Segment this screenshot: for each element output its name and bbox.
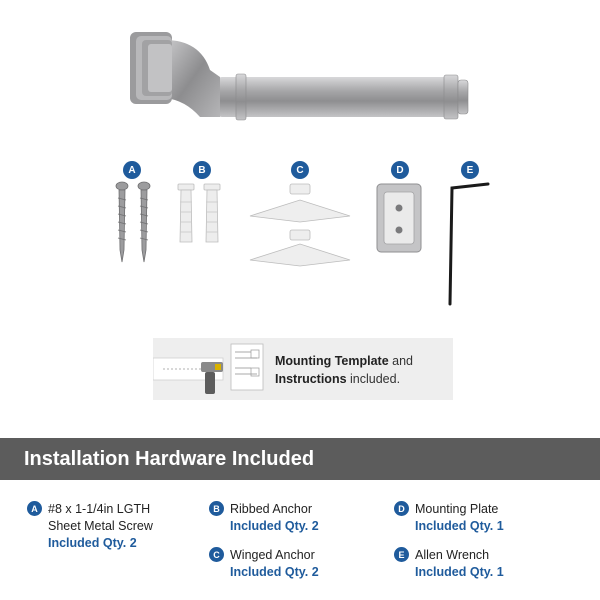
template-text-1: and — [388, 354, 413, 368]
template-bold-2: Instructions — [275, 372, 347, 386]
legend-item-c — [209, 547, 319, 581]
hardware-parts-illustration — [0, 150, 600, 320]
template-text-2: included. — [346, 372, 401, 386]
legend-name-e: Allen Wrench — [415, 548, 490, 562]
part-e-badge: E — [461, 161, 479, 179]
legend-badge-b: B — [209, 501, 224, 516]
legend-item-b — [209, 501, 319, 535]
mounting-plate-icon — [377, 184, 421, 252]
legend-qty-a: Included Qty. 2 — [48, 536, 137, 550]
section-banner — [0, 438, 600, 480]
hardware-legend — [0, 480, 600, 600]
legend-text-a — [48, 501, 153, 552]
screw-icon — [116, 182, 150, 262]
legend-text-c — [230, 547, 319, 581]
legend-name-c: Winged Anchor — [230, 548, 315, 562]
legend-text-e — [415, 547, 504, 581]
legend-qty-b: Included Qty. 2 — [230, 519, 319, 533]
ribbed-anchor-icon — [178, 184, 220, 242]
legend-item-e — [394, 547, 504, 581]
mounting-template-text — [275, 352, 445, 388]
legend-badge-c: C — [209, 547, 224, 562]
legend-badge-a: A — [27, 501, 42, 516]
drill-template-illustration — [153, 338, 269, 400]
hardware-parts — [0, 150, 600, 320]
legend-qty-e: Included Qty. 1 — [415, 565, 504, 579]
banner-title: Installation Hardware Included — [24, 447, 315, 470]
legend-name-d: Mounting Plate — [415, 502, 499, 516]
allen-wrench-icon — [450, 184, 488, 304]
template-bold-1: Mounting Template — [275, 354, 389, 368]
mounting-template-box — [153, 338, 453, 400]
winged-anchor-icon — [250, 184, 350, 266]
legend-item-a — [27, 501, 153, 552]
legend-item-d — [394, 501, 504, 535]
part-a-badge: A — [123, 161, 141, 179]
legend-text-d — [415, 501, 504, 535]
legend-qty-c: Included Qty. 2 — [230, 565, 319, 579]
legend-badge-d: D — [394, 501, 409, 516]
part-c-badge: C — [291, 161, 309, 179]
part-d-badge: D — [391, 161, 409, 179]
legend-text-b — [230, 501, 319, 535]
legend-badge-e: E — [394, 547, 409, 562]
legend-name-a-line1: #8 x 1-1/4in LGTH — [48, 502, 151, 516]
part-b-badge: B — [193, 161, 211, 179]
legend-name-a-line2: Sheet Metal Screw — [48, 519, 153, 533]
toilet-paper-holder-illustration — [0, 0, 600, 150]
product-image — [0, 0, 600, 150]
legend-name-b: Ribbed Anchor — [230, 502, 313, 516]
legend-qty-d: Included Qty. 1 — [415, 519, 504, 533]
